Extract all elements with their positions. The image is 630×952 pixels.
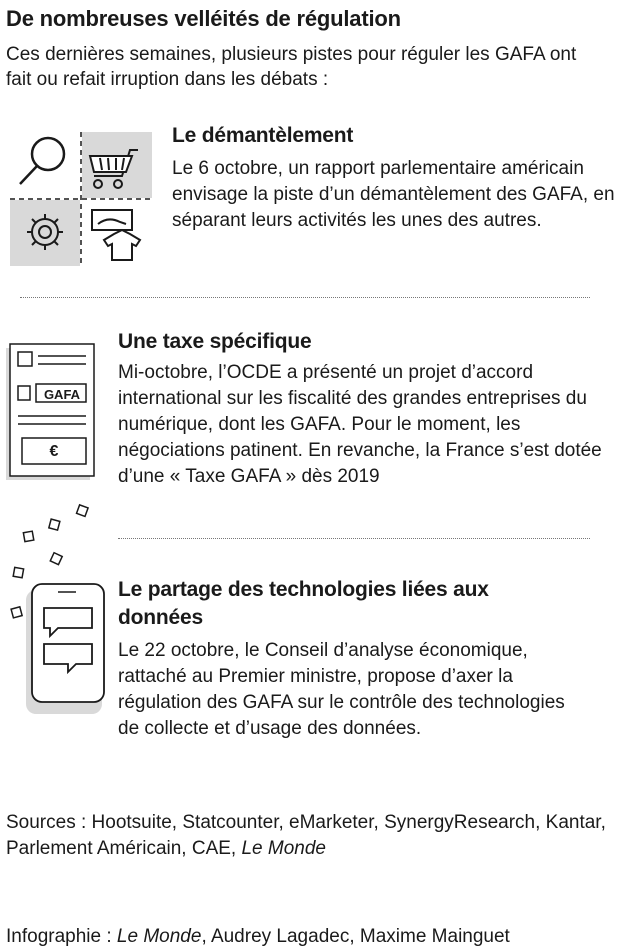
sources-publication: Le Monde (241, 838, 326, 859)
section-dismantlement (172, 122, 622, 234)
dotted-divider (20, 297, 590, 298)
section-heading: Le partage des technologies liées aux données (118, 578, 489, 629)
credits-authors: , Audrey Lagadec, Maxime Mainguet (201, 926, 510, 947)
section-heading: Une taxe spécifique (118, 330, 312, 353)
dotted-divider (118, 538, 590, 539)
section-body: Mi-octobre, l’OCDE a présenté un projet d’accord international sur les fiscalité des grandes entreprises du numérique, dont les GAFA. Pour le moment, les négociations patinent. En revanche, la France s’est dotée d’une « Taxe GAFA » dès 2019 (118, 362, 602, 487)
intro-text: Ces dernières semaines, plusieurs pistes pour réguler les GAFA ont fait ou refait irruption dans les débats : (6, 44, 577, 90)
page-title: De nombreuses velléités de régulation (6, 6, 401, 31)
phone-data-illustration (6, 498, 116, 718)
section-heading: Le démantèlement (172, 124, 354, 147)
tshirt-product-icon (92, 210, 140, 260)
section-body: Le 22 octobre, le Conseil d’analyse économique, rattaché au Premier ministre, propose d’axer la régulation des GAFA sur le contrôle des technologies de collecte et d’usage des données. (118, 640, 565, 739)
form-label: GAFA (43, 387, 81, 402)
section-data-sharing (118, 576, 622, 742)
credits-publication: Le Monde (116, 926, 202, 947)
euro-symbol: € (49, 443, 59, 460)
sources-text: Sources : Hootsuite, Statcounter, eMarketer, SynergyResearch, Kantar, Parlement Américain, CAE, (6, 812, 606, 859)
section-tax (118, 328, 622, 490)
magnifier-icon (20, 138, 64, 184)
credits-prefix: Infographie : (6, 926, 117, 947)
credits-note (6, 924, 626, 950)
section-body: Le 6 octobre, un rapport parlementaire américain envisage la piste d’un démantèlement des GAFA, en séparant leurs activités les unes des autres. (172, 158, 615, 231)
dismantle-illustration (8, 128, 173, 278)
sources-note (6, 810, 606, 862)
